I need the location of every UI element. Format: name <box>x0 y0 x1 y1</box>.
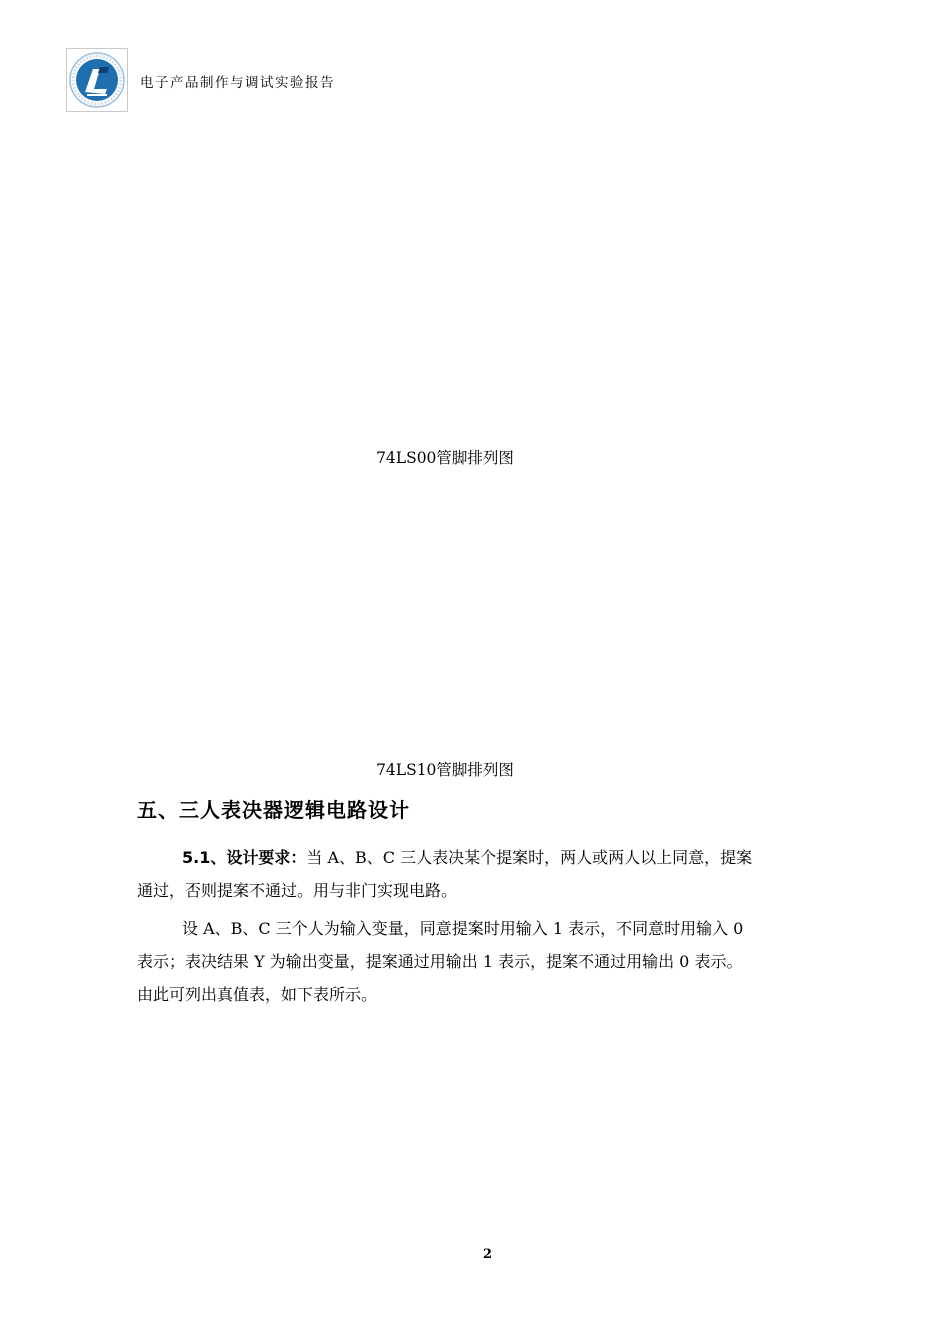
requirement-label: 5.1、设计要求： <box>182 848 307 867</box>
variable-definition-paragraph <box>137 912 847 1011</box>
figure-caption-74ls10: 74LS10管脚排列图 <box>376 761 514 779</box>
page-header <box>66 48 366 112</box>
figure-caption-74ls00: 74LS00管脚排列图 <box>376 449 514 467</box>
paragraph-line: 表示；表决结果 Y 为输出变量，提案通过用输出 1 表示，提案不通过用输出 0 表示。 <box>137 952 743 971</box>
design-requirement-paragraph <box>137 841 847 907</box>
paragraph-line <box>137 841 847 874</box>
page-number: 2 <box>482 1247 493 1262</box>
section-heading: 五、三人表决器逻辑电路设计 <box>137 798 410 822</box>
school-emblem-icon <box>66 48 128 112</box>
paragraph-text: 设 A、B、C 三个人为输入变量，同意提案时用输入 1 表示，不同意时用输入 0 <box>182 919 744 938</box>
report-header-title: 电子产品制作与调试实验报告 <box>140 75 335 91</box>
paragraph-line <box>137 912 847 945</box>
requirement-text: 当 A、B、C 三人表决某个提案时，两人或两人以上同意，提案 <box>306 848 753 867</box>
school-emblem-graphic <box>67 49 127 111</box>
paragraph-line: 由此可列出真值表，如下表所示。 <box>137 985 378 1004</box>
paragraph-line: 通过，否则提案不通过。用与非门实现电路。 <box>137 881 458 900</box>
